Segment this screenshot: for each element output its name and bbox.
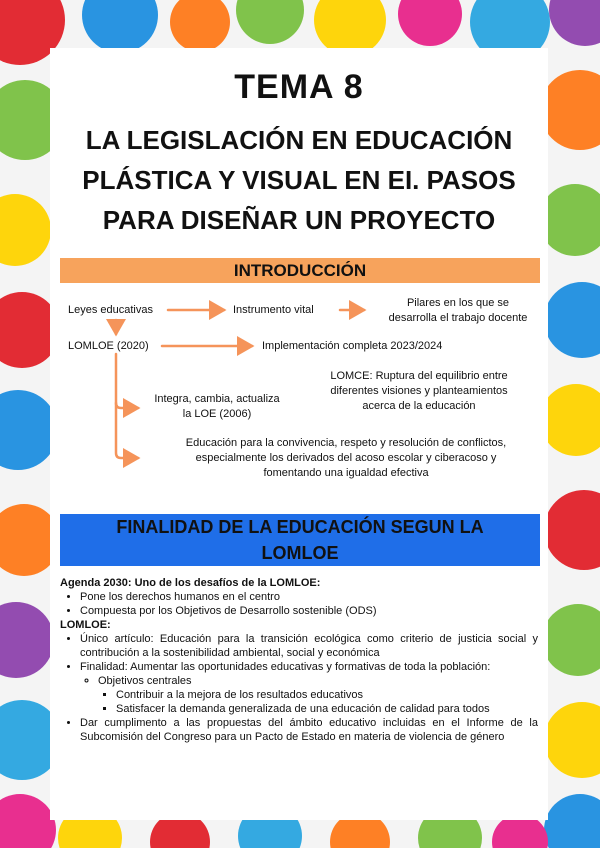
- educacion-box: [146, 436, 546, 481]
- list-item: [80, 660, 538, 716]
- finalidad-header-line: LOMLOE: [261, 543, 339, 563]
- lomloe-list: [60, 632, 538, 744]
- pilares-line: desarrolla el trabajo docente: [388, 312, 528, 324]
- list-item: ▪ Satisfacer la demanda generalizada de una educación de calidad para todos: [116, 702, 538, 716]
- lomce-line: diferentes visiones y planteamientos: [330, 385, 508, 397]
- integra-line: Integra, cambia, actualiza: [154, 393, 280, 405]
- lomce-line: LOMCE: Ruptura del equilibrio entre: [330, 370, 508, 382]
- subtitle-line: PARA DISEÑAR UN PROYECTO: [102, 205, 496, 235]
- arrow-lomloe-integra: [116, 354, 138, 408]
- implementacion-completa: Implementación completa 2023/2024: [262, 340, 443, 352]
- objetivos-sublist: [98, 688, 538, 716]
- leyes-educativas: Leyes educativas: [68, 304, 153, 316]
- lomce-line: acerca de la educación: [362, 400, 476, 412]
- finalidad-header: [60, 514, 540, 566]
- lomloe-heading: LOMLOE:: [60, 619, 111, 631]
- integra-box: [142, 392, 292, 422]
- list-item: • Compuesta por los Objetivos de Desarrollo sostenible (ODS): [80, 604, 538, 618]
- educacion-line: Educación para la convivencia, respeto y resolución de conflictos,: [185, 437, 507, 449]
- subtitle-line: LA LEGISLACIÓN EN EDUCACIÓN: [85, 125, 513, 155]
- list-item: [98, 674, 538, 716]
- lomce-box: [304, 369, 534, 414]
- arrow-lomloe-educacion: [116, 403, 138, 458]
- instrumento-vital: Instrumento vital: [233, 304, 314, 316]
- list-item: • Pone los derechos humanos en el centro: [80, 590, 538, 604]
- pilares-box: [368, 296, 548, 326]
- subtitle-line: PLÁSTICA Y VISUAL EN EI. PASOS: [82, 165, 516, 195]
- finalidad-content: [60, 576, 538, 744]
- educacion-line: fomentando una igualdad efectiva: [263, 467, 429, 479]
- list-item: • Único artículo: Educación para la transición ecológica como criterio de justicia social y contribución a la sostenibilidad ambiental, social y económica: [80, 632, 538, 660]
- objetivos-list: [80, 674, 538, 716]
- lomloe-2020: LOMLOE (2020): [68, 340, 149, 352]
- document-page: [50, 48, 548, 820]
- agenda-heading: Agenda 2030: Uno de los desafíos de la LOMLOE:: [60, 577, 321, 589]
- list-item: • Dar cumplimento a las propuestas del ámbito educativo incluidas en el Informe de la Subcomisión del Congreso para un Pacto de Estado en materia de violencia de género: [80, 716, 538, 744]
- introduccion-header-text: INTRODUCCIÓN: [233, 261, 367, 280]
- objetivos-text: Objetivos centrales: [98, 675, 192, 687]
- finalidad-header-line: FINALIDAD DE LA EDUCACIÓN SEGUN LA: [116, 517, 484, 537]
- educacion-line: especialmente los derivados del acoso escolar y ciberacoso y: [195, 452, 497, 464]
- finalidad-text: Finalidad: Aumentar las oportunidades educativas y formativas de toda la población:: [80, 661, 491, 673]
- pilares-line: Pilares en los que se: [406, 297, 510, 309]
- page-title: TEMA 8: [234, 68, 364, 106]
- integra-line: la LOE (2006): [182, 408, 252, 420]
- agenda-list: [60, 590, 538, 618]
- list-item: ▪ Contribuir a la mejora de los resultados educativos: [116, 688, 538, 702]
